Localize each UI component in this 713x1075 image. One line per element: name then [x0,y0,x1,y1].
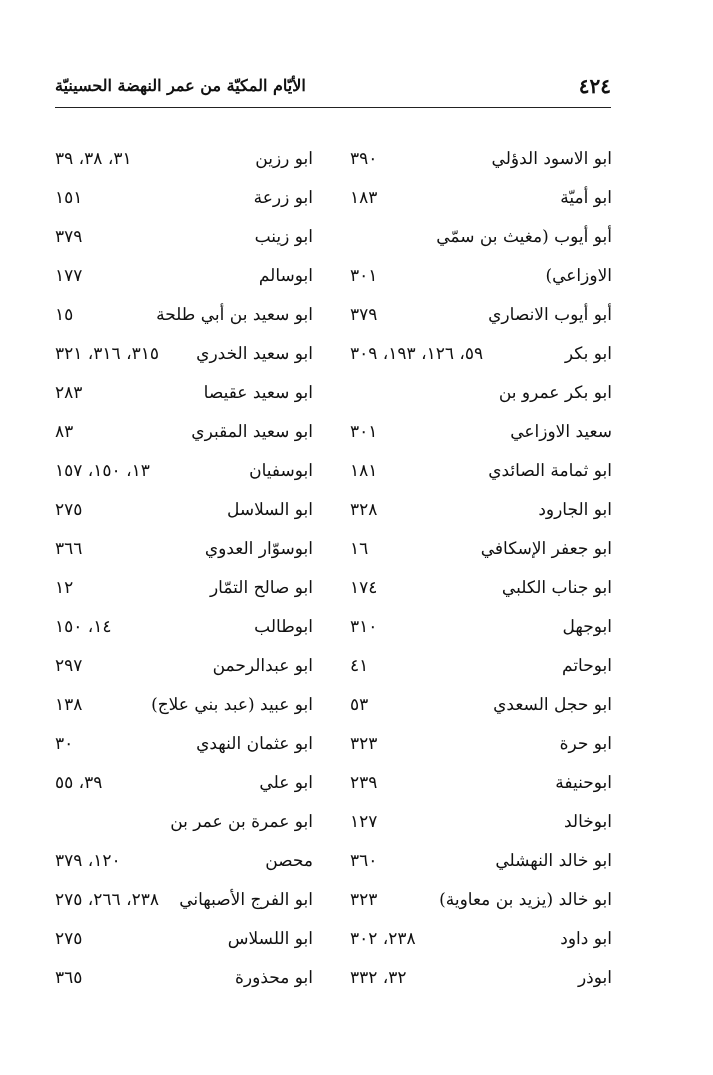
index-entry [55,493,313,527]
entry-pages: ٣٦٥ [55,968,83,988]
entry-pages: ٣٢٨ [350,500,378,520]
index-entry [55,376,313,410]
index-entry [55,961,313,995]
index-entry [55,532,313,566]
entry-pages: ٣٠١ [350,266,378,286]
entry-pages: ٣٩٠ [350,149,378,169]
entry-name: ابوخالد [563,812,612,832]
index-entry [350,259,612,293]
entry-name: ابو حجل السعدي [493,695,612,715]
index-entry [55,805,313,839]
index-entry [350,181,612,215]
entry-pages: ١٥ [55,305,74,325]
index-entry [55,220,313,254]
entry-name: ابو الفرج الأصبهاني [179,890,313,910]
entry-pages: ٣٢، ٣٣٢ [350,968,407,988]
index-entry [55,259,313,293]
entry-pages: ٣١، ٣٨، ٣٩ [55,149,132,169]
entry-name: ابو جناب الكلبي [501,578,612,598]
entry-pages: ٣٩، ٥٥ [55,773,103,793]
entry-name: ابوجهل [562,617,612,637]
index-entry [55,688,313,722]
running-title: الأيّام المكيّة من عمر النهضة الحسينيّة [55,76,306,95]
entry-name: ابو محذورة [235,968,313,988]
entry-name: ابو عبيد (عبد بني علاج) [151,695,313,715]
entry-name: ابوطالب [254,617,313,637]
entry-name: ابو سعيد المقبري [191,422,313,442]
entry-pages: ١٣، ١٥٠، ١٥٧ [55,461,150,481]
entry-pages: ١٢ [55,578,74,598]
entry-name: ابو أميّة [560,188,612,208]
index-entry [350,649,612,683]
page-number: ٤٢٤ [578,74,611,98]
index-entry [55,337,313,371]
index-entry [350,220,612,254]
entry-name: ابو داود [560,929,612,949]
header-rule [55,107,611,108]
entry-pages: ٥٣ [350,695,369,715]
entry-pages: ١٥١ [55,188,83,208]
entry-pages: ١٦ [350,539,369,559]
entry-pages: ٣٢٣ [350,890,378,910]
index-entry [350,961,612,995]
entry-name: ابو ثمامة الصائدي [488,461,612,481]
index-entry [55,844,313,878]
entry-name: ابو علي [259,773,313,793]
entry-pages: ٣٠١ [350,422,378,442]
entry-name: أبو أيوب الانصاري [488,305,612,325]
entry-name: ابو اللسلاس [227,929,313,949]
entry-pages: ٢٨٣ [55,383,83,403]
entry-name: ابوسوّار العدوي [204,539,313,559]
entry-name: ابو عمرة بن عمر بن [170,812,313,832]
entry-name: ابو الجارود [538,500,612,520]
entry-pages: ٢٧٥ [55,929,83,949]
entry-pages: ٣١٥، ٣١٦، ٣٢١ [55,344,159,364]
index-entry [350,142,612,176]
running-head [55,72,611,102]
index-entry [55,766,313,800]
index-entry [55,454,313,488]
entry-pages: ٣٢٣ [350,734,378,754]
index-column-left [55,142,313,1002]
index-entry [55,571,313,605]
entry-pages: ٥٩، ١٢٦، ١٩٣، ٣٠٩ [350,344,484,364]
entry-name: ابو رزين [255,149,313,169]
entry-name: ابو سعيد بن أبي طلحة [156,305,313,325]
index-entry [55,610,313,644]
entry-pages: ١٢٧ [350,812,378,832]
entry-pages: ١٣٨ [55,695,83,715]
entry-name: ابو حرة [559,734,612,754]
index-entry [350,454,612,488]
index-entry [55,727,313,761]
index-entry [350,376,612,410]
index-entry [350,922,612,956]
index-entry [350,493,612,527]
entry-pages: ٣٠ [55,734,74,754]
index-entry [55,883,313,917]
index-entry [350,415,612,449]
entry-pages: ٤١ [350,656,369,676]
entry-name: ابو بكر عمرو بن [498,383,612,403]
entry-pages: ٣٦٠ [350,851,378,871]
entry-name: ابوذر [577,968,612,988]
entry-name: محصن [265,851,313,871]
entry-name: سعيد الاوزاعي [510,422,612,442]
entry-pages: ٢٧٥ [55,500,83,520]
entry-pages: ١٨١ [350,461,378,481]
entry-pages: ٣٧٩ [350,305,378,325]
entry-pages: ٢٣٨، ٣٠٢ [350,929,416,949]
index-entry [55,922,313,956]
entry-name: ابو زينب [254,227,313,247]
index-entry [350,805,612,839]
index-entry [55,415,313,449]
entry-pages: ١٢٠، ٣٧٩ [55,851,121,871]
entry-name: ابو صالح التمّار [209,578,313,598]
entry-pages: ١٧٧ [55,266,83,286]
entry-name: ابو السلاسل [227,500,313,520]
entry-pages: ٢٣٨، ٢٦٦، ٢٧٥ [55,890,159,910]
index-entry [55,142,313,176]
entry-name: ابو عبدالرحمن [212,656,313,676]
index-entry [350,337,612,371]
index-entry [350,532,612,566]
index-entry [350,610,612,644]
entry-pages: ٣١٠ [350,617,378,637]
entry-pages: ٢٩٧ [55,656,83,676]
entry-name: ابوسالم [258,266,313,286]
index-column-right [350,142,612,1002]
entry-name: أبو أيوب (مغيث بن سمّي [436,227,612,247]
entry-pages: ٢٣٩ [350,773,378,793]
index-entry [350,883,612,917]
entry-name: ابو زرعة [253,188,313,208]
entry-name: ابو خالد (يزيد بن معاوية) [439,890,612,910]
entry-pages: ٣٦٦ [55,539,83,559]
index-entry [55,298,313,332]
index-entry [350,298,612,332]
entry-name: ابو بكر [564,344,612,364]
entry-name: الاوزاعي) [545,266,612,286]
index-entry [350,688,612,722]
entry-pages: ١٨٣ [350,188,378,208]
entry-name: ابو خالد النهشلي [495,851,612,871]
entry-pages: ١٤، ١٥٠ [55,617,112,637]
entry-name: ابوحاتم [562,656,612,676]
index-entry [55,649,313,683]
entry-pages: ٣٧٩ [55,227,83,247]
entry-pages: ١٧٤ [350,578,378,598]
index-entry [350,766,612,800]
entry-name: ابو جعفر الإسكافي [480,539,612,559]
index-entry [350,727,612,761]
index-entry [350,844,612,878]
entry-name: ابو سعيد عقيصا [203,383,313,403]
entry-name: ابوحنيفة [555,773,612,793]
index-entry [55,181,313,215]
entry-name: ابوسفيان [249,461,313,481]
index-entry [350,571,612,605]
entry-name: ابو عثمان النهدي [196,734,313,754]
entry-name: ابو الاسود الدؤلي [491,149,612,169]
entry-pages: ٨٣ [55,422,74,442]
entry-name: ابو سعيد الخدري [196,344,313,364]
